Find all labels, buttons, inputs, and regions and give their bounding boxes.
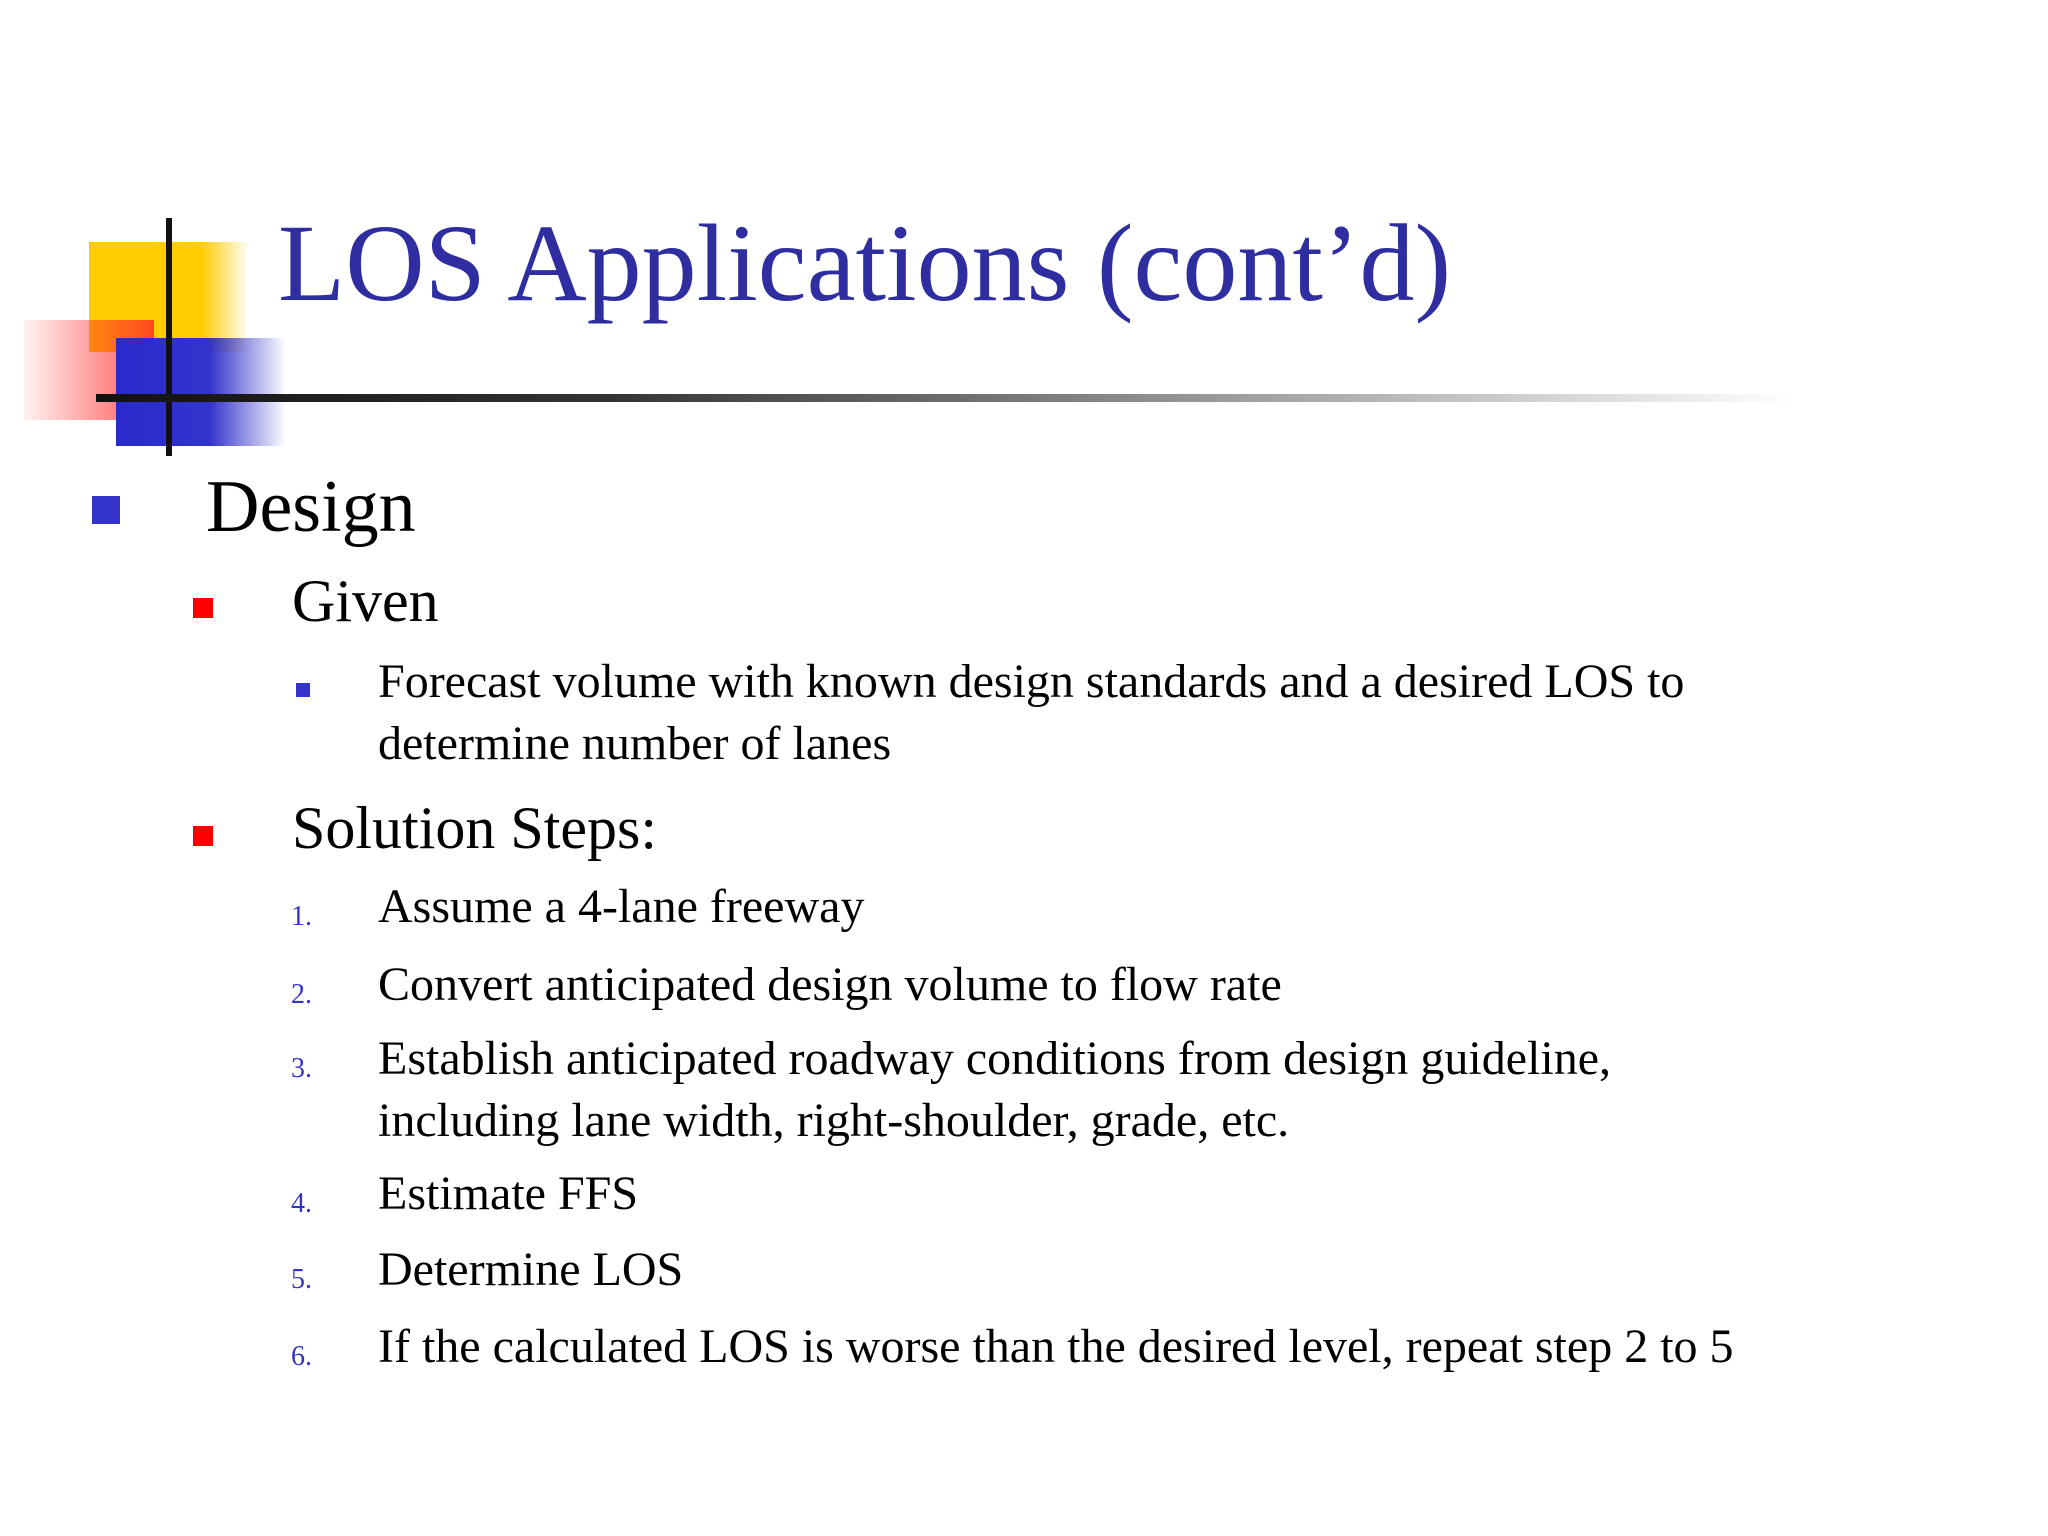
bullet-solution-steps: Solution Steps: [292, 795, 658, 861]
step-3-line-2: including lane width, right-shoulder, grade, etc. [378, 1094, 1290, 1147]
given-detail-line-2: determine number of lanes [378, 717, 892, 770]
bullet-square-icon [296, 683, 310, 697]
decorative-vertical-line [166, 218, 172, 456]
given-detail-line-1: Forecast volume with known design standards and a desired LOS to [378, 655, 1685, 708]
title-underline [96, 394, 1796, 402]
bullet-square-icon [193, 598, 213, 618]
bullet-given: Given [292, 568, 439, 634]
step-4: Estimate FFS [378, 1167, 639, 1220]
step-2: Convert anticipated design volume to flow rate [378, 958, 1282, 1011]
step-number: 1. [291, 901, 312, 932]
step-5: Determine LOS [378, 1243, 684, 1296]
step-3-line-1: Establish anticipated roadway conditions from design guideline, [378, 1032, 1612, 1085]
bullet-square-icon [193, 826, 213, 846]
bullet-design: Design [206, 466, 416, 548]
slide-title: LOS Applications (cont’d) [278, 202, 1452, 324]
decorative-blue-square [116, 338, 286, 446]
step-number: 4. [291, 1188, 312, 1219]
step-6: If the calculated LOS is worse than the desired level, repeat step 2 to 5 [378, 1320, 1734, 1373]
step-number: 6. [291, 1341, 312, 1372]
bullet-square-icon [92, 496, 120, 524]
step-number: 5. [291, 1264, 312, 1295]
step-number: 2. [291, 979, 312, 1010]
step-number: 3. [291, 1053, 312, 1084]
step-1: Assume a 4-lane freeway [378, 880, 865, 933]
